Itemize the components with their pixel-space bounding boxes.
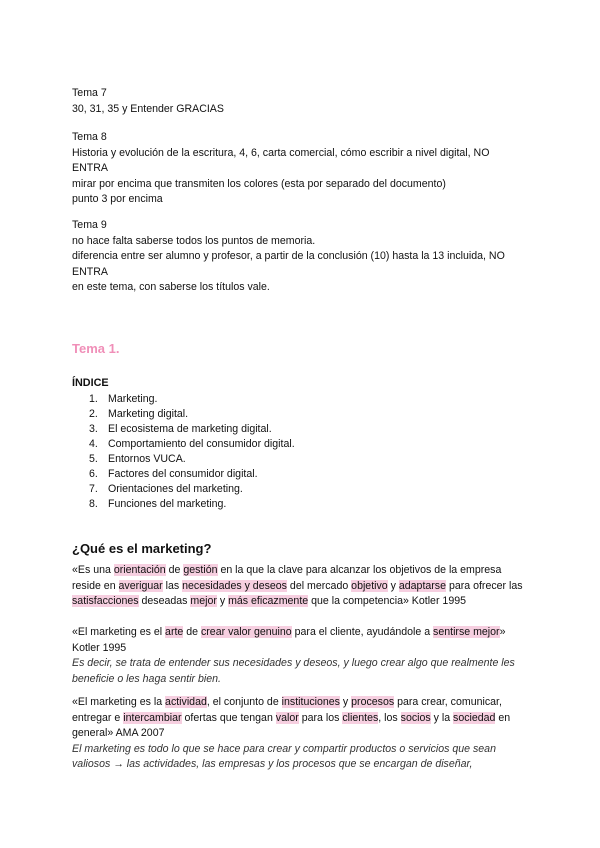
quote3-text: «El marketing es la bbox=[72, 696, 166, 708]
indice-item-text: Entornos VUCA. bbox=[108, 452, 186, 465]
quote3-text: para crear, comunicar, entregar e bbox=[72, 696, 502, 724]
quote3-text: ofertas que tengan bbox=[181, 711, 276, 724]
indice-item bbox=[72, 422, 532, 437]
indice-item-number: 7. bbox=[89, 482, 98, 495]
indice-item-text: Marketing digital. bbox=[108, 407, 189, 420]
indice-item-text: Marketing. bbox=[108, 392, 158, 405]
quote3-text: , el conjunto de bbox=[206, 696, 282, 708]
quote3-paragraph bbox=[72, 695, 532, 773]
indice-title: ÍNDICE bbox=[72, 377, 109, 389]
tema7-line: 30, 31, 35 y Entender GRACIAS bbox=[72, 102, 224, 115]
quote1-text: y bbox=[216, 595, 229, 607]
highlight: clientes bbox=[342, 711, 379, 724]
indice-item-number: 4. bbox=[89, 437, 98, 450]
highlight: instituciones bbox=[281, 696, 340, 708]
indice-item-number: 2. bbox=[89, 407, 98, 420]
quote1-text: y bbox=[387, 579, 399, 592]
indice-item bbox=[72, 482, 532, 497]
indice-item-number: 8. bbox=[89, 497, 98, 510]
indice-item bbox=[72, 452, 532, 467]
quote3-text: y la bbox=[430, 711, 454, 724]
highlight: sociedad bbox=[453, 711, 496, 724]
indice-item bbox=[72, 392, 532, 407]
highlight: intercambiar bbox=[123, 711, 182, 724]
indice-list bbox=[72, 392, 532, 512]
tema9-line: no hace falta saberse todos los puntos de memoria. bbox=[72, 234, 316, 247]
highlight: más eficazmente bbox=[228, 595, 309, 607]
tema8-block bbox=[72, 130, 532, 208]
indice-item-text: Funciones del marketing. bbox=[108, 497, 227, 510]
highlight: averiguar bbox=[118, 579, 163, 592]
quote2-paragraph bbox=[72, 625, 532, 687]
tema8-line: ENTRA bbox=[72, 162, 108, 174]
quote1-paragraph bbox=[72, 563, 532, 610]
quote2-text: «El marketing es el bbox=[72, 626, 166, 638]
tema1-heading: Tema 1. bbox=[72, 341, 120, 356]
tema7-title: Tema 7 bbox=[72, 87, 107, 99]
quote1-text: del mercado bbox=[286, 579, 352, 592]
tema9-block bbox=[72, 218, 532, 296]
quote1-text: en la que la clave para alcanzar los objetivos de la empresa reside en bbox=[72, 564, 502, 592]
indice-item bbox=[72, 467, 532, 482]
highlight: sentirse mejor bbox=[433, 626, 500, 638]
highlight: valor bbox=[275, 711, 299, 724]
indice-item-number: 1. bbox=[89, 392, 98, 405]
highlight: socios bbox=[400, 711, 431, 724]
section-heading: ¿Qué es el marketing? bbox=[72, 541, 212, 556]
quote3-note: El marketing es todo lo que se hace para crear y compartir productos o servicios que sean valiosos → las actividades, las empresas y los procesos que se encargan de diseñar, bbox=[72, 742, 496, 770]
highlight: mejor bbox=[190, 595, 217, 607]
quote1-text: de bbox=[165, 564, 184, 576]
highlight: satisfacciones bbox=[72, 595, 139, 607]
highlight: gestión bbox=[183, 564, 218, 576]
highlight: necesidades y deseos bbox=[182, 579, 287, 592]
highlight: objetivo bbox=[351, 579, 388, 592]
indice-item-number: 6. bbox=[89, 467, 98, 480]
indice-item bbox=[72, 407, 532, 422]
tema8-title: Tema 8 bbox=[72, 131, 107, 143]
indice-item-text: Comportamiento del consumidor digital. bbox=[108, 437, 295, 450]
tema7-block bbox=[72, 86, 532, 117]
tema9-line: diferencia entre ser alumno y profesor, a partir de la conclusión (10) hasta la 13 incluida, NO bbox=[72, 250, 505, 262]
indice-item bbox=[72, 437, 532, 452]
quote3-text: para los bbox=[298, 711, 343, 724]
quote2-text: de bbox=[183, 626, 201, 638]
quote3-text: en general» AMA 2007 bbox=[72, 711, 511, 739]
quote3-text: y bbox=[339, 696, 352, 708]
indice-item-number: 3. bbox=[89, 422, 98, 435]
indice-item-number: 5. bbox=[89, 452, 98, 465]
indice-item bbox=[72, 497, 532, 512]
tema8-line: punto 3 por encima bbox=[72, 193, 163, 205]
tema9-title: Tema 9 bbox=[72, 219, 107, 231]
quote2-note: Es decir, se trata de entender sus necesidades y deseos, y luego crear algo que realmente les beneficie o les haga sentir bien. bbox=[72, 657, 515, 685]
quote2-text: » Kotler 1995 bbox=[72, 626, 506, 654]
indice-item-text: El ecosistema de marketing digital. bbox=[108, 422, 272, 435]
tema8-line: Historia y evolución de la escritura, 4, 6, carta comercial, cómo escribir a nivel digital, NO bbox=[72, 146, 490, 159]
quote1-text: deseadas bbox=[138, 595, 191, 607]
quote1-text: «Es una bbox=[72, 564, 114, 576]
quote3-text: , los bbox=[378, 711, 401, 724]
quote2-text: para el cliente, ayudándole a bbox=[291, 626, 434, 638]
indice-item-text: Factores del consumidor digital. bbox=[108, 467, 258, 480]
tema9-line: ENTRA bbox=[72, 265, 108, 278]
highlight: actividad bbox=[165, 696, 207, 708]
indice-item-text: Orientaciones del marketing. bbox=[108, 482, 243, 495]
quote1-text: las bbox=[162, 579, 183, 592]
tema8-line: mirar por encima que transmiten los colores (esta por separado del documento) bbox=[72, 177, 446, 190]
highlight: crear valor genuino bbox=[200, 626, 292, 638]
tema9-line: en este tema, con saberse los títulos vale. bbox=[72, 281, 270, 293]
quote1-text: para ofrecer las bbox=[446, 579, 523, 592]
highlight: adaptarse bbox=[398, 579, 446, 592]
highlight: orientación bbox=[113, 564, 166, 576]
highlight: arte bbox=[165, 626, 184, 638]
quote1-text: que la competencia» Kotler 1995 bbox=[308, 595, 466, 607]
indice-block bbox=[72, 376, 532, 512]
highlight: procesos bbox=[351, 696, 395, 708]
